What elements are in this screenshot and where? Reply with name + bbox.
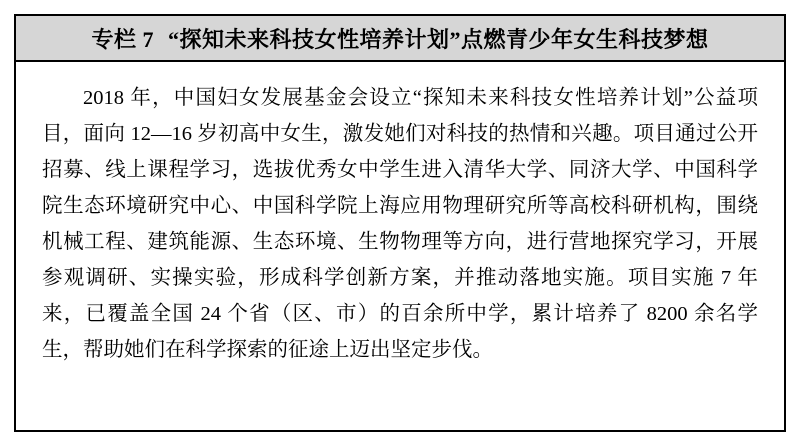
feature-box-header [16,16,784,62]
feature-box-number: 专栏 7 [91,26,154,52]
feature-box-body [16,62,784,430]
feature-box [14,14,786,432]
feature-box-title: “探知未来科技女性培养计划”点燃青少年女生科技梦想 [168,26,709,52]
feature-box-paragraph: 2018 年，中国妇女发展基金会设立“探知未来科技女性培养计划”公益项目，面向 12—16 岁初高中女生，激发她们对科技的热情和兴趣。项目通过公开招募、线上课程学习，选拔优秀女中学生进入清华大学、同济大学、中国科学院生态环境研究中心、中国科学院上海应用物理研究所等高校科研机构，围绕机械工程、建筑能源、生态环境、生物物理等方向，进行营地探究学习，开展参观调研、实操实验，形成科学创新方案，并推动落地实施。项目实施 7 年来，已覆盖全国 24 个省（区、市）的百余所中学，累计培养了 8200 余名学生，帮助她们在科学探索的征途上迈出坚定步伐。 [42,87,758,361]
